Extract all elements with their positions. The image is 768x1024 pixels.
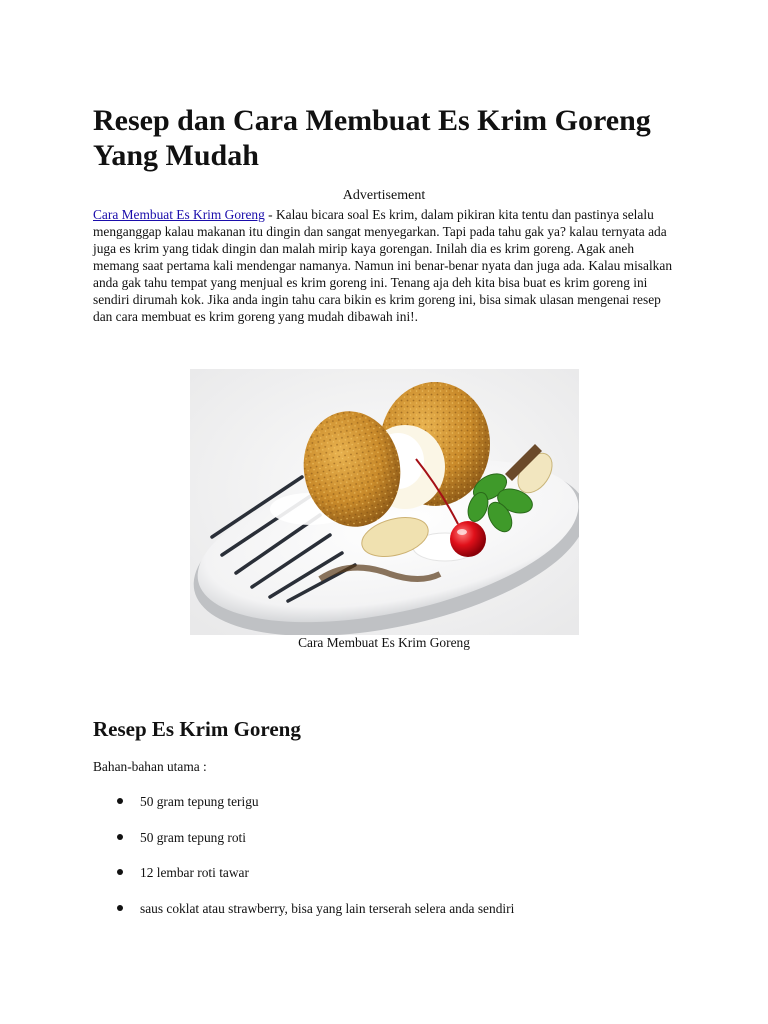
bullet-icon [117,834,123,840]
bullet-icon [117,798,123,804]
ingredient-text: saus coklat atau strawberry, bisa yang lain terserah selera anda sendiri [140,900,515,916]
bullet-icon [117,905,123,911]
fried-ice-cream-photo [190,369,579,635]
article-title: Resep dan Cara Membuat Es Krim Goreng Yang Mudah [93,104,651,172]
ingredients-label: Bahan-bahan utama : [93,759,207,774]
list-item [93,864,653,881]
list-item [93,793,653,810]
section-heading: Resep Es Krim Goreng [93,717,301,741]
list-item [93,829,653,846]
bullet-icon [117,869,123,875]
ingredient-text: 12 lembar roti tawar [140,865,249,880]
list-item [93,900,653,917]
ingredients-list [93,793,653,935]
intro-paragraph [93,206,673,325]
image-caption: Cara Membuat Es Krim Goreng [298,635,470,650]
article-link[interactable]: Cara Membuat Es Krim Goreng [93,207,265,222]
intro-body-text: - Kalau bicara soal Es krim, dalam pikiran kita tentu dan pastinya selalu menganggap kalau makanan itu dingin dan sangat menyegarkan. Tapi pada tahu gak ya? kalau ternyata ada juga es krim yang tidak dingin dan malah mirip kaya gorengan. Inilah dia es krim goreng. Agak aneh memang saat pertama kali mendengar namanya. Namun ini benar-benar nyata dan juga ada. Kalau misalkan anda gak tahu tempat yang menjual es krim goreng ini. Tenang aja deh kita bisa buat es krim goreng ini sendiri dirumah kok. Jika anda ingin tahu cara bikin es krim goreng ini, bisa simak ulasan mengenai resep dan cara membuat es krim goreng yang mudah dibawah ini!. [93,207,673,324]
advertisement-label: Advertisement [342,188,426,203]
ingredient-text: 50 gram tepung terigu [140,794,259,809]
ingredient-text: 50 gram tepung roti [140,829,246,845]
